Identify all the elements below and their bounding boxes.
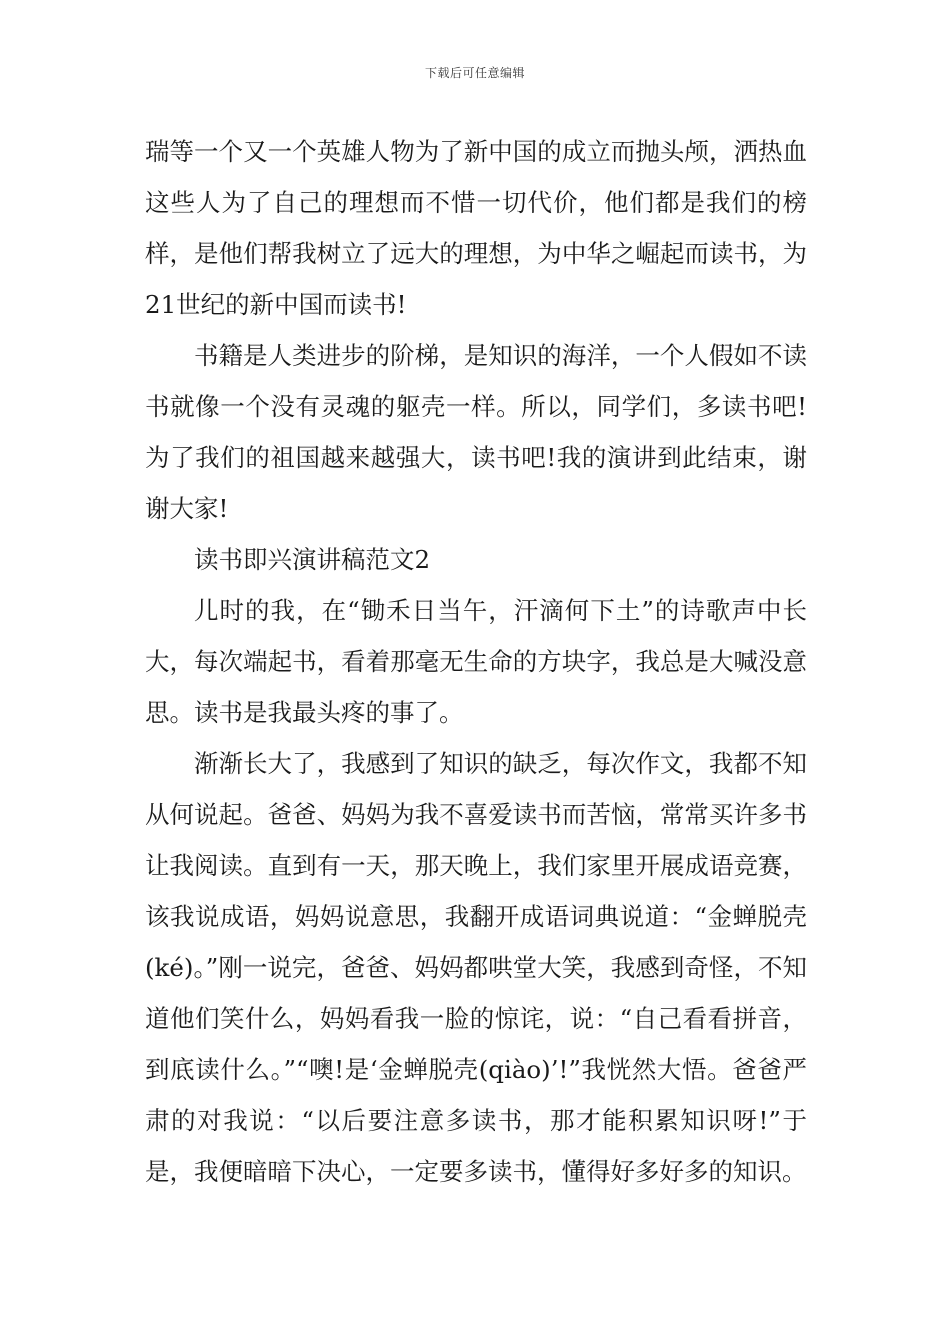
paragraph-continued: 瑞等一个又一个英雄人物为了新中国的成立而抛头颅，洒热血这些人为了自己的理想而不惜一切代价，他们都是我们的榜样，是他们帮我树立了远大的理想，为中华之崛起而读书，为21世纪的新中国而读书!: [145, 137, 807, 319]
section-heading: 读书即兴演讲稿范文2: [194, 545, 431, 574]
paragraph: 书籍是人类进步的阶梯，是知识的海洋，一个人假如不读书就像一个没有灵魂的躯壳一样。所以，同学们，多读书吧!为了我们的祖国越来越强大，读书吧!我的演讲到此结束，谢谢大家!: [145, 341, 807, 523]
page-header: 下载后可任意编辑: [424, 66, 525, 80]
paragraph: 渐渐长大了，我感到了知识的缺乏，每次作文，我都不知从何说起。爸爸、妈妈为我不喜爱读书而苦恼，常常买许多书让我阅读。直到有一天，那天晚上，我们家里开展成语竞赛，该我说成语，妈妈说意思，我翻开成语词典说道：“金蝉脱壳(ké)。”刚一说完，爸爸、妈妈都哄堂大笑，我感到奇怪，不知道他们笑什么，妈妈看我一脸的惊诧，说：“自己看看拼音，到底读什么。”“噢!是‘金蝉脱壳(qiào)’!”我恍然大悟。爸爸严肃的对我说：“以后要注意多读书，那才能积累知识呀!”于是，我便暗暗下决心，一定要多读书，懂得好多好多的知识。: [145, 749, 807, 1186]
paragraph: 儿时的我，在“锄禾日当午，汗滴何下土”的诗歌声中长大，每次端起书，看着那毫无生命的方块字，我总是大喊没意思。读书是我最头疼的事了。: [145, 596, 807, 727]
document-body: [145, 126, 807, 1197]
